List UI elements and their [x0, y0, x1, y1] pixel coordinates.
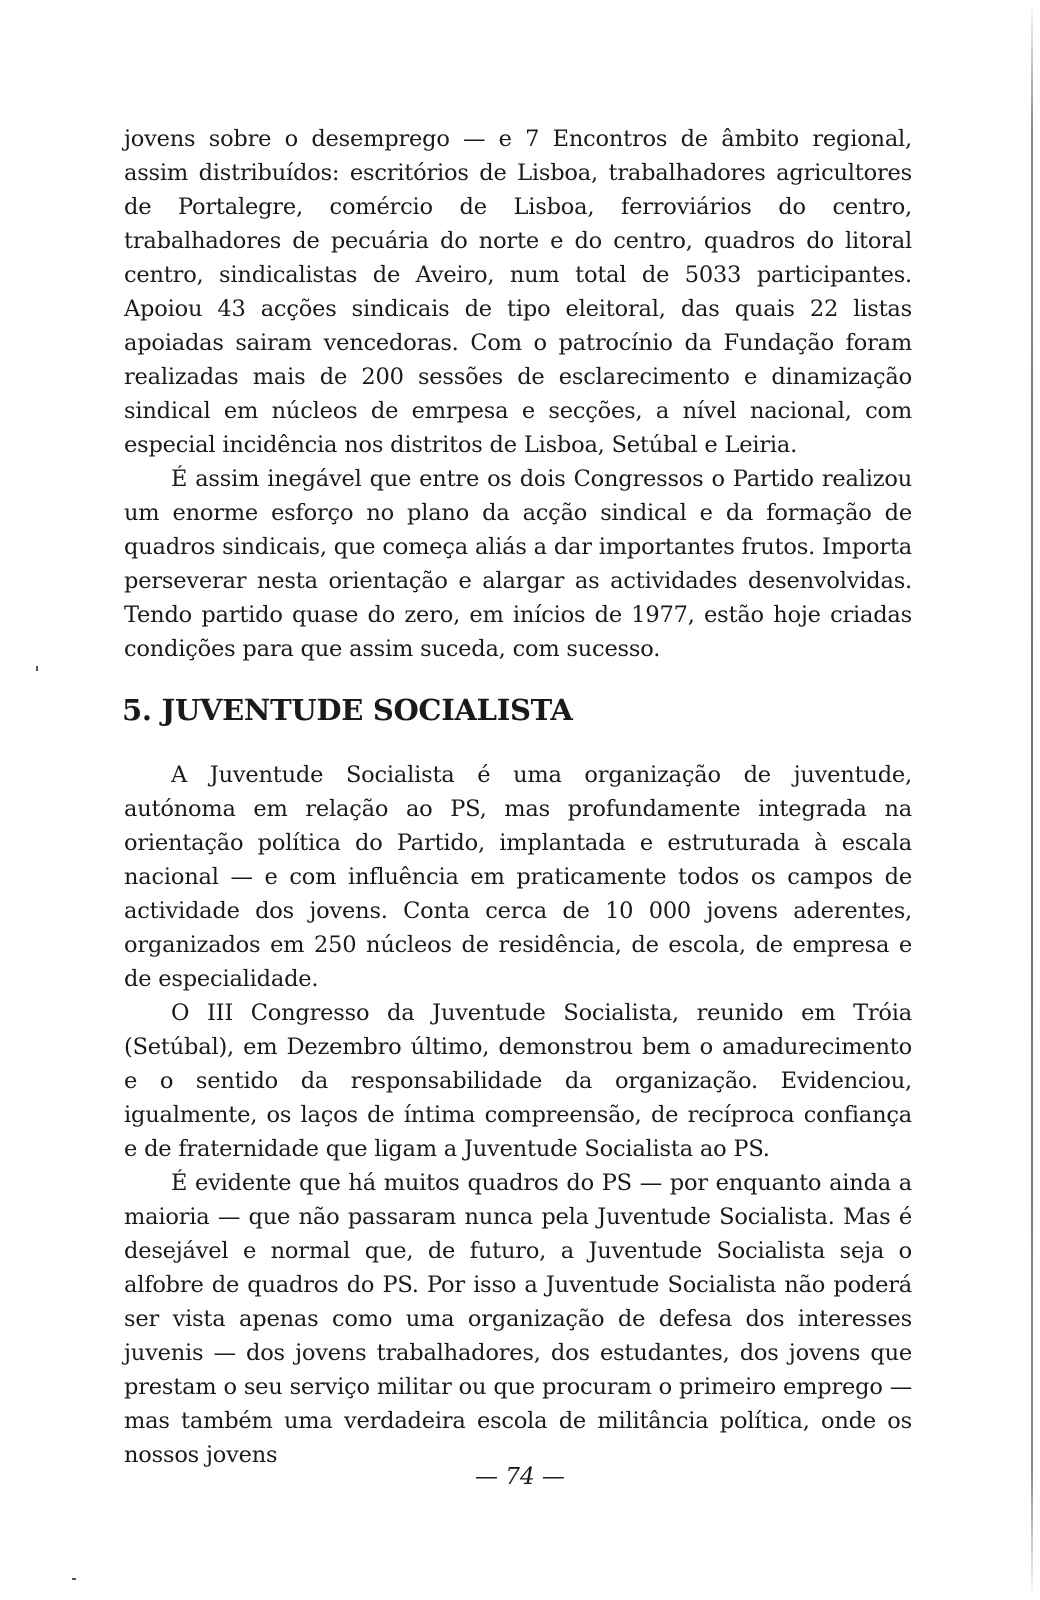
scan-speck [36, 666, 38, 671]
scan-edge-line [1031, 0, 1033, 1600]
page-number: — 74 — [475, 1464, 565, 1490]
paragraph-1: jovens sobre o desemprego — e 7 Encontros de âmbito regional, assim distribuídos: escritórios de Lisboa, trabalhadores agricultores de Portalegre, comércio de Lisboa, ferroviários do centro, trabalhadores de pecuária do norte e do centro, quadros do litoral centro, sindicalistas de Aveiro, num total de 5033 participantes. Apoiou 43 acções sindicais de tipo eleitoral, das quais 22 listas apoiadas sairam vencedoras. Com o patrocínio da Fundação foram realizadas mais de 200 sessões de esclarecimento e dinamização sindical em núcleos de emrpesa e secções, a nível nacional, com especial incidência nos distritos de Lisboa, Setúbal e Leiria. [124, 126, 912, 458]
section-heading: 5. JUVENTUDE SOCIALISTA [122, 693, 573, 727]
paragraph-4: O III Congresso da Juventude Socialista, reunido em Tróia (Setúbal), em Dezembro último, demonstrou bem o amadurecimento e o sentido da responsabilidade da organização. Evidenciou, igualmente, os laços de íntima compreensão, de recíproca confiança e de fraternidade que ligam a Juventude Socialista ao PS. [124, 1000, 912, 1162]
section-text-block [124, 758, 912, 1472]
top-text-block [124, 122, 912, 666]
scan-speck [72, 1578, 76, 1580]
paragraph-3: A Juventude Socialista é uma organização de juventude, autónoma em relação ao PS, mas profundamente integrada na orientação política do Partido, implantada e estruturada à escala nacional — e com influência em praticamente todos os campos de actividade dos jovens. Conta cerca de 10 000 jovens aderentes, organizados em 250 núcleos de residência, de escola, de empresa e de especialidade. [124, 762, 912, 992]
paragraph-2: É assim inegável que entre os dois Congressos o Partido realizou um enorme esforço no plano da acção sindical e da formação de quadros sindicais, que começa aliás a dar importantes frutos. Importa perseverar nesta orientação e alargar as actividades desenvolvidas. Tendo partido quase do zero, em inícios de 1977, estão hoje criadas condições para que assim suceda, com sucesso. [124, 466, 912, 662]
paragraph-5: É evidente que há muitos quadros do PS — por enquanto ainda a maioria — que não passaram nunca pela Juventude Socialista. Mas é desejável e normal que, de futuro, a Juventude Socialista seja o alfobre de quadros do PS. Por isso a Juventude Socialista não poderá ser vista apenas como uma organização de defesa dos interesses juvenis — dos jovens trabalhadores, dos estudantes, dos jovens que prestam o seu serviço militar ou que procuram o primeiro emprego — mas também uma verdadeira escola de militância política, onde os nossos jovens [124, 1170, 912, 1468]
